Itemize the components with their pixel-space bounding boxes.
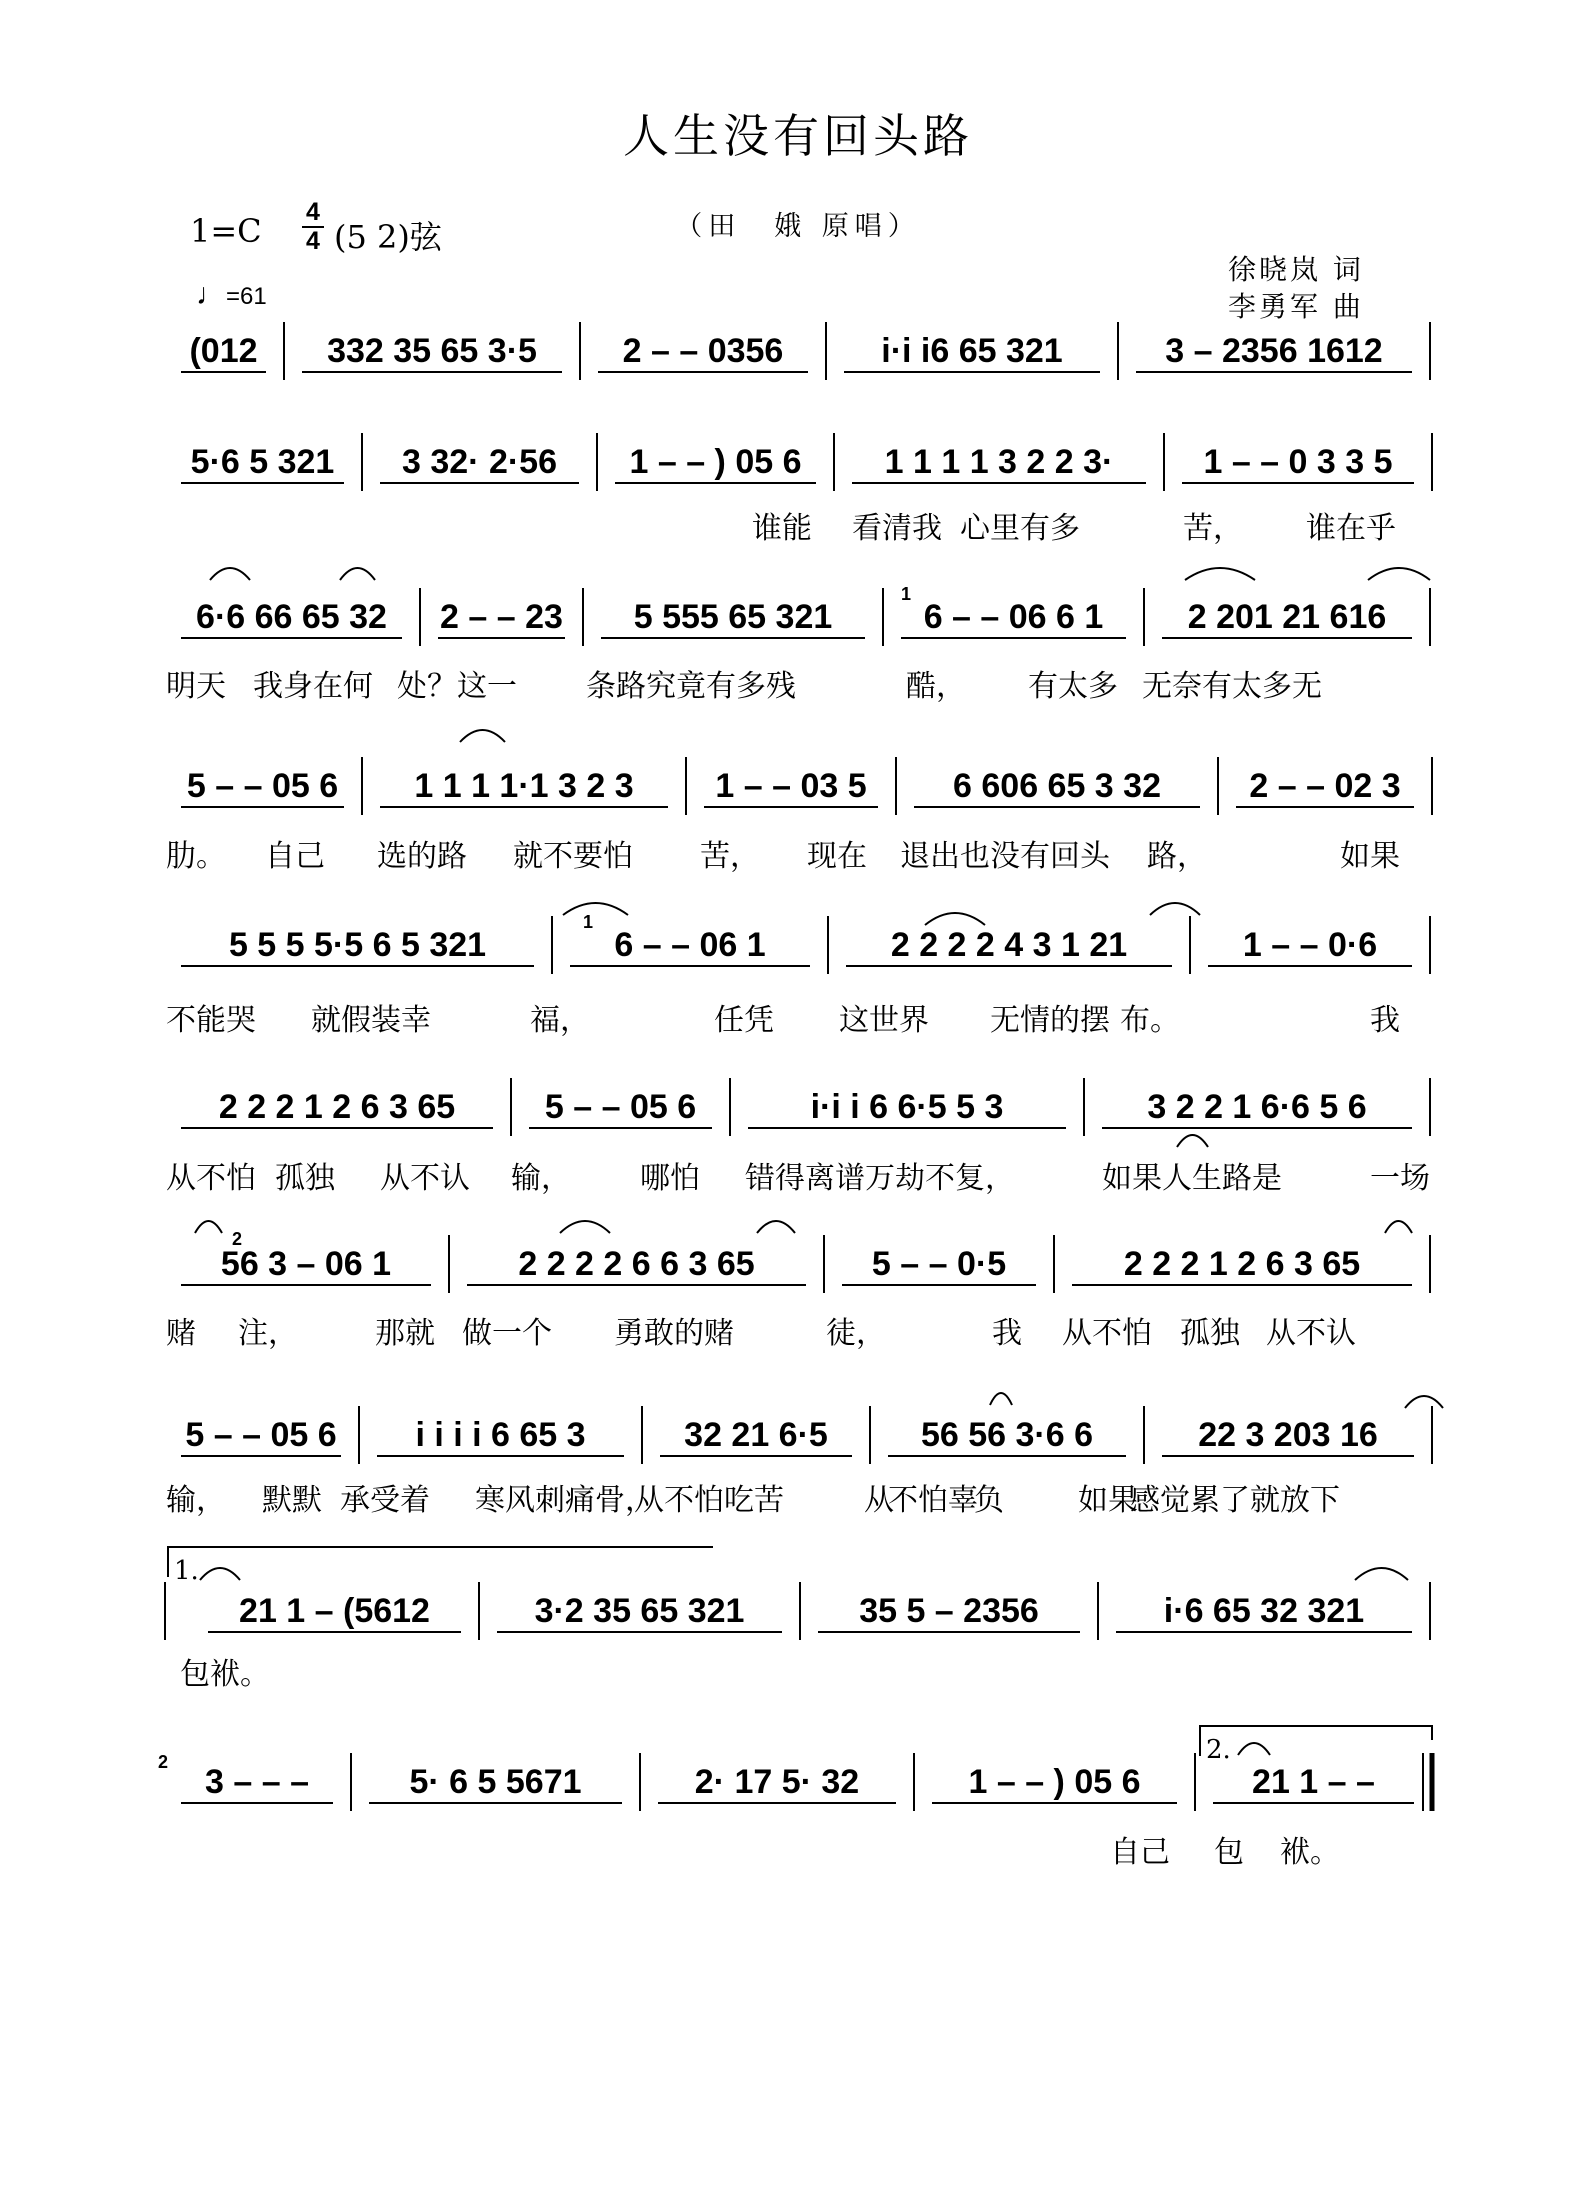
superscript-mark: 1	[583, 912, 594, 932]
lyric-10-2: 包	[1214, 1835, 1244, 1870]
slur-arc	[990, 1393, 1012, 1405]
slur-arc	[200, 1568, 240, 1580]
lyric-6-5: 哪怕	[640, 1161, 700, 1196]
lyric-4-5: 苦，	[700, 839, 760, 874]
measure-8-5: 22 3 203 16	[1198, 1416, 1378, 1454]
measure-1-1: (012	[189, 332, 258, 370]
lyric-2-5: 谁在乎	[1306, 511, 1396, 546]
lyric-5-5: 这世界	[839, 1003, 929, 1038]
volta-bracket	[1200, 1726, 1432, 1756]
lyric-3-7: 无奈有太多无	[1142, 669, 1322, 704]
slur-arc	[460, 730, 505, 742]
lyric-5-2: 就假装幸	[311, 1003, 431, 1038]
measure-5-1: 5 5 5 5·5 6 5 321	[228, 926, 487, 964]
measure-3-1: 6·6 66 65 32	[196, 598, 387, 636]
measure-6-3: i·i i 6 6·5 5 3	[810, 1088, 1004, 1126]
lyric-4-6: 现在	[807, 839, 867, 874]
lyric-6-6: 错得离谱万劫不复，	[745, 1161, 1015, 1196]
lyric-7-10: 从不认	[1266, 1316, 1356, 1351]
song-title: 人生没有回头路	[623, 109, 973, 163]
lyric-9-1: 包袱。	[180, 1657, 270, 1692]
lyric-7-4: 做一个	[462, 1316, 552, 1351]
lyric-3-1: 明天	[166, 669, 226, 704]
measure-10-2: 5· 6 5 5671	[409, 1763, 582, 1801]
measure-8-1: 5 – – 05 6	[185, 1416, 337, 1454]
lyric-5-8: 我	[1370, 1003, 1400, 1038]
lyric-3-4: 条路究竟有多残	[586, 669, 796, 704]
slur-arc	[1385, 1221, 1412, 1233]
lyric-8-1: 输，	[166, 1483, 226, 1518]
lyric-6-7: 如果人生路是	[1102, 1161, 1282, 1196]
lyric-6-8: 一场	[1370, 1161, 1430, 1196]
slur-arc	[925, 913, 985, 925]
measure-7-4: 2 2 2 1 2 6 3 65	[1123, 1245, 1361, 1283]
time-signature-top: 4	[306, 198, 320, 226]
slur-arc	[1405, 1396, 1443, 1408]
lyric-8-8: 负	[974, 1483, 1004, 1518]
measure-5-2: 6 – – 06 1	[614, 926, 766, 964]
lyric-10-1: 自己	[1110, 1835, 1170, 1870]
lyric-5-6: 无情的摆	[990, 1003, 1110, 1038]
lyric-2-3: 心里有多	[960, 511, 1080, 546]
lyric-3-3: 处？这一	[397, 669, 517, 704]
measure-6-1: 2 2 2 1 2 6 3 65	[218, 1088, 456, 1126]
lyric-4-2: 自己	[265, 839, 325, 874]
lyric-7-7: 我	[992, 1316, 1022, 1351]
key-signature: 1=C	[190, 212, 262, 250]
lyric-7-1: 赌	[166, 1316, 196, 1351]
lyric-8-7: 不怕辜	[888, 1483, 978, 1518]
lyric-4-1: 肋。	[166, 839, 226, 874]
lyric-10-3: 袱。	[1280, 1835, 1340, 1870]
slur-arc	[1150, 903, 1200, 915]
volta-number: 1.	[174, 1556, 199, 1586]
slur-arc	[563, 903, 628, 915]
slur-arc	[340, 568, 375, 580]
measure-8-2: i i i i 6 65 3	[415, 1416, 586, 1454]
measure-10-3: 2· 17 5· 32	[694, 1763, 860, 1801]
lyric-8-10: 感觉累了就放下	[1130, 1483, 1340, 1518]
measure-2-5: 1 – – 0 3 3 5	[1203, 443, 1393, 481]
lyric-8-2: 默默	[262, 1483, 322, 1518]
slur-arc	[1368, 568, 1430, 580]
lyric-7-2: 注，	[238, 1316, 298, 1351]
slur-arc	[195, 1221, 222, 1233]
superscript-mark: 2	[232, 1229, 243, 1249]
lyric-8-4: 寒风刺痛骨，	[475, 1483, 655, 1518]
measure-2-1: 5·6 5 321	[190, 443, 335, 481]
measure-4-5: 2 – – 02 3	[1249, 767, 1401, 805]
slur-arc	[210, 568, 250, 580]
lyric-5-3: 福，	[530, 1003, 590, 1038]
superscript-mark: 2	[158, 1752, 169, 1772]
measure-3-2: 2 – – 23	[440, 598, 563, 636]
lyric-6-4: 输，	[511, 1161, 571, 1196]
lyric-7-6: 徒，	[826, 1316, 886, 1351]
measure-6-4: 3 2 2 1 6·6 5 6	[1147, 1088, 1367, 1126]
tempo-value: =61	[226, 283, 267, 310]
measure-3-3: 5 555 65 321	[633, 598, 833, 636]
composer: 李勇军 曲	[1228, 290, 1364, 323]
lyricist: 徐晓岚 词	[1228, 253, 1364, 286]
slur-arc	[1355, 1568, 1408, 1580]
measure-6-2: 5 – – 05 6	[544, 1088, 697, 1126]
measure-10-4: 1 – – ) 05 6	[968, 1763, 1141, 1801]
lyric-3-6: 有太多	[1028, 669, 1118, 704]
lyric-8-6: 从	[864, 1483, 894, 1518]
measure-8-3: 32 21 6·5	[684, 1416, 828, 1454]
lyric-2-1: 谁能	[752, 511, 812, 546]
lyric-4-9: 如果	[1340, 839, 1400, 874]
measure-7-1: 56 3 – 06 1	[220, 1245, 392, 1283]
lyric-6-2: 孤独	[275, 1161, 335, 1196]
measure-2-4: 1 1 1 1 3 2 2 3·	[884, 443, 1114, 481]
measure-7-3: 5 – – 0·5	[871, 1245, 1007, 1283]
slur-arc	[560, 1221, 610, 1233]
lyric-3-5: 酷，	[906, 669, 966, 704]
measure-9-2: 3·2 35 65 321	[534, 1592, 745, 1630]
lyric-5-1: 不能哭	[166, 1003, 256, 1038]
volta-bracket	[168, 1547, 713, 1577]
lyric-6-1: 从不怕	[166, 1161, 256, 1196]
lyric-7-5: 勇敢的赌	[614, 1316, 734, 1351]
measure-1-5: 3 – 2356 1612	[1165, 332, 1383, 370]
lyric-8-3: 承受着	[340, 1483, 430, 1518]
intro-note: (5 2)弦	[334, 218, 442, 256]
lyric-8-5: 从不怕吃苦	[634, 1483, 784, 1518]
volta-number: 2.	[1206, 1735, 1231, 1765]
measure-2-3: 1 – – ) 05 6	[629, 443, 802, 481]
measure-4-1: 5 – – 05 6	[186, 767, 339, 805]
original-singer: （田 娥 原唱）	[675, 211, 921, 242]
measure-5-4: 1 – – 0·6	[1242, 926, 1378, 964]
lyric-4-4: 就不要怕	[513, 839, 633, 874]
measure-5-3: 2 2 2 2 4 3 1 21	[890, 926, 1128, 964]
lyric-2-4: 苦，	[1183, 511, 1243, 546]
quarter-note-icon: ♩	[196, 278, 226, 311]
lyric-7-9: 孤独	[1180, 1316, 1240, 1351]
measure-7-2: 2 2 2 2 6 6 3 65	[518, 1245, 755, 1283]
lyric-6-3: 从不认	[380, 1161, 470, 1196]
measure-3-5: 2 201 21 616	[1187, 598, 1387, 636]
measure-10-5: 21 1 – –	[1252, 1763, 1375, 1801]
lyric-7-8: 从不怕	[1062, 1316, 1152, 1351]
measure-9-3: 35 5 – 2356	[859, 1592, 1039, 1630]
lyric-4-7: 退出也没有回头	[900, 839, 1110, 874]
lyric-4-8: 路，	[1147, 839, 1207, 874]
measure-4-2: 1 1 1 1·1 3 2 3	[414, 767, 634, 805]
measure-3-4: 6 – – 06 6 1	[923, 598, 1104, 636]
measure-2-2: 3 32· 2·56	[402, 443, 557, 481]
time-signature-bottom: 4	[306, 227, 320, 255]
measure-1-4: i·i i6 65 321	[881, 332, 1063, 370]
lyric-7-3: 那就	[375, 1316, 435, 1351]
measure-8-4: 56 56 3·6 6	[920, 1416, 1094, 1454]
lyric-5-4: 任凭	[714, 1003, 774, 1038]
lyric-4-3: 选的路	[377, 839, 467, 874]
slur-arc	[757, 1221, 795, 1233]
measure-4-3: 1 – – 03 5	[715, 767, 867, 805]
superscript-mark: 1	[901, 584, 912, 604]
slur-arc	[1177, 1135, 1208, 1147]
lyric-8-9: 如果	[1078, 1483, 1138, 1518]
measure-1-2: 332 35 65 3·5	[327, 332, 537, 370]
measure-4-4: 6 606 65 3 32	[953, 767, 1161, 805]
slur-arc	[1238, 1743, 1270, 1755]
measure-1-3: 2 – – 0356	[622, 332, 784, 370]
measure-10-1: 3 – – –	[205, 1763, 309, 1801]
lyric-5-7: 布。	[1120, 1003, 1180, 1038]
measure-9-4: i·6 65 32 321	[1163, 1592, 1365, 1630]
slur-arc	[1185, 568, 1255, 580]
lyric-2-2: 看清我	[852, 511, 942, 546]
measure-9-1: 21 1 – (5612	[239, 1592, 430, 1630]
lyric-3-2: 我身在何	[253, 669, 373, 704]
